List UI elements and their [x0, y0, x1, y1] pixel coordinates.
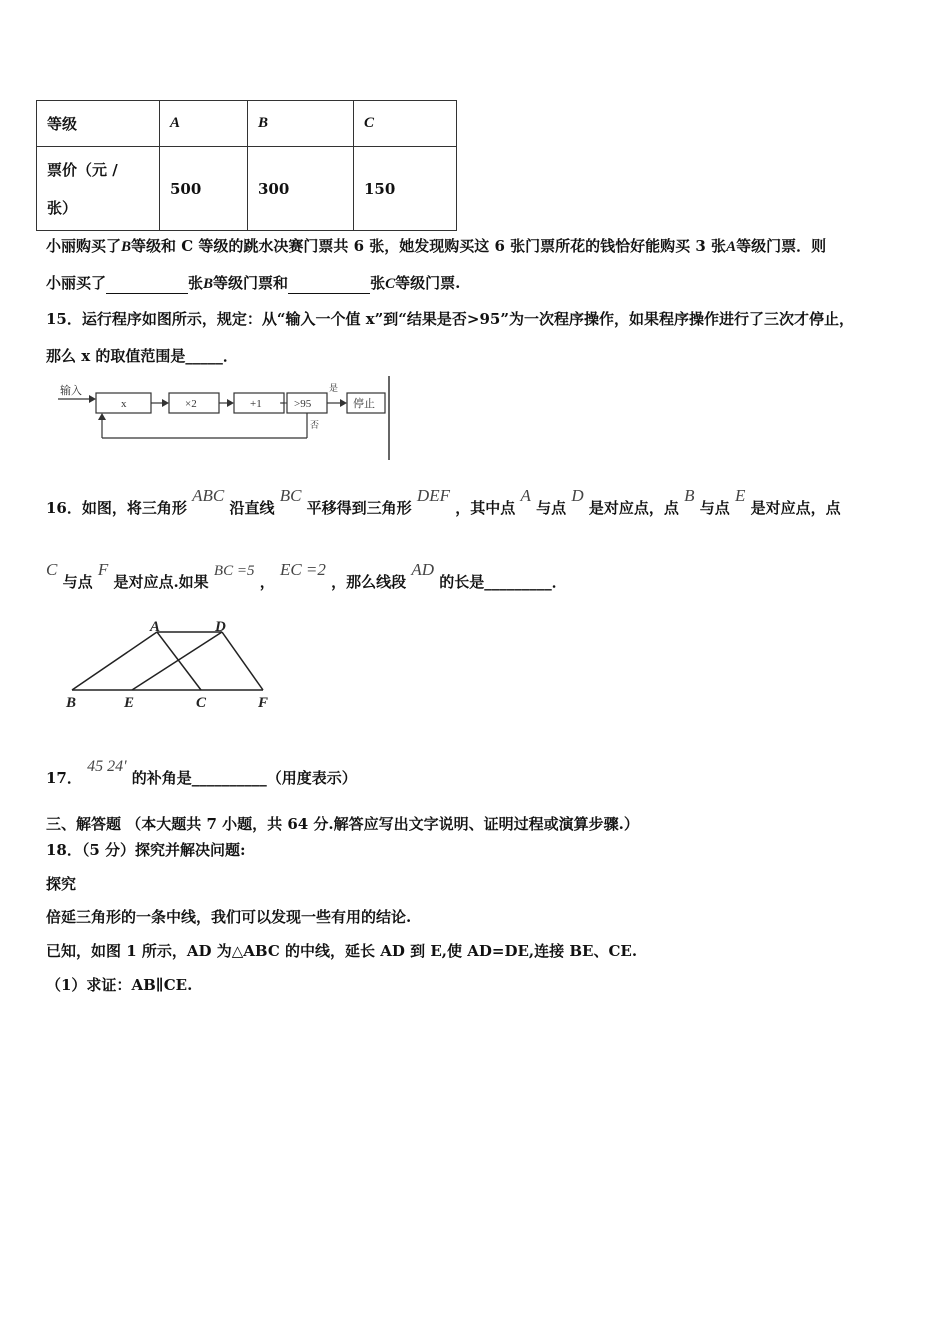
fig-label-a: A [150, 619, 161, 635]
price-table [36, 100, 457, 231]
row-label-line2: 张） [47, 198, 78, 217]
price-c: 150 [354, 147, 457, 231]
flow-box-times2-label: ×2 [185, 398, 197, 410]
q15-line2: 那么 x 的取值范围是_____． [46, 347, 238, 365]
table-price-row [37, 147, 457, 231]
q14-line1: 小丽购买了B等级和 C 等级的跳水决赛门票共 6 张，她发现购买这 6 张门票所花的钱恰好能购买 3 张A等级门票．则 [46, 237, 827, 255]
flow-box-stop-label: 停止 [353, 398, 375, 410]
math-d: D [571, 486, 584, 505]
row-label [37, 147, 160, 231]
flow-yes-label: 是 [329, 383, 339, 393]
q18-explore: 探究 [46, 875, 77, 893]
header-grade: 等级 [37, 101, 160, 147]
header-a: A [160, 101, 248, 147]
q18-title: 18．（5 分）探究并解决问题: [46, 841, 246, 859]
math-bc-eq-5: BC =5 [213, 563, 255, 579]
math-c: C [46, 560, 58, 579]
math-f: F [97, 560, 109, 579]
q18-line2: 已知，如图 1 所示，AD 为△ABC 的中线，延长 AD 到 E,使 AD=DE,连接 BE、CE. [46, 942, 638, 960]
table-header-row [37, 101, 457, 147]
q16-figure [60, 615, 290, 715]
fig-label-e: E [124, 695, 135, 711]
q18-line1: 倍延三角形的一条中线，我们可以发现一些有用的结论. [46, 908, 412, 926]
q15-flowchart [44, 376, 394, 462]
q14-blank-2 [288, 273, 370, 294]
math-e: E [734, 486, 746, 505]
header-c: C [354, 101, 457, 147]
q16-line1: 16．如图，将三角形 ABC 沿直线 BC 平移得到三角形 DEF ，其中点 A 与点 D 是对应点，点 B 与点 E 是对应点，点 [46, 486, 841, 517]
fig-label-c: C [196, 695, 207, 711]
q14-line2: 小丽买了 张B等级门票和 张C等级门票. [46, 274, 461, 292]
math-abc: ABC [192, 486, 225, 505]
math-ec-eq-2: EC =2 [279, 560, 326, 579]
math-def: DEF [416, 486, 450, 505]
flow-box-gt95-label: >95 [294, 398, 312, 410]
flow-box-plus1-label: +1 [250, 398, 262, 410]
q18-line3: （1）求证：AB∥CE. [46, 976, 193, 994]
row-label-line1: 票价（元 / [47, 160, 118, 179]
fig-label-d: D [215, 619, 226, 635]
flow-input-label: 输入 [60, 385, 82, 397]
math-angle: 45 24' [87, 758, 127, 775]
q15-line1: 15．运行程序如图所示，规定：从“输入一个值 x”到“结果是否>95”为一次程序操作，如果程序操作进行了三次才停止， [46, 310, 854, 328]
flow-box-x-label: x [121, 398, 127, 410]
flow-no-label: 否 [310, 420, 320, 430]
fig-label-b: B [66, 695, 77, 711]
math-b: B [684, 486, 695, 505]
math-ad: AD [411, 560, 435, 579]
q14-blank-1 [106, 273, 188, 294]
math-bc: BC [279, 486, 302, 505]
price-a: 500 [160, 147, 248, 231]
section-3-heading: 三、解答题 （本大题共 7 小题，共 64 分.解答应写出文字说明、证明过程或演算步骤.） [46, 815, 639, 833]
fig-label-f: F [258, 695, 269, 711]
header-b: B [248, 101, 354, 147]
price-b: 300 [248, 147, 354, 231]
math-a: A [520, 486, 531, 505]
q17-line: 17． 45 24' 的补角是__________（用度表示） [46, 758, 357, 787]
q16-line2: C 与点 F 是对应点.如果 BC =5 ， EC =2 ，那么线段 AD 的长是_________． [46, 560, 567, 591]
